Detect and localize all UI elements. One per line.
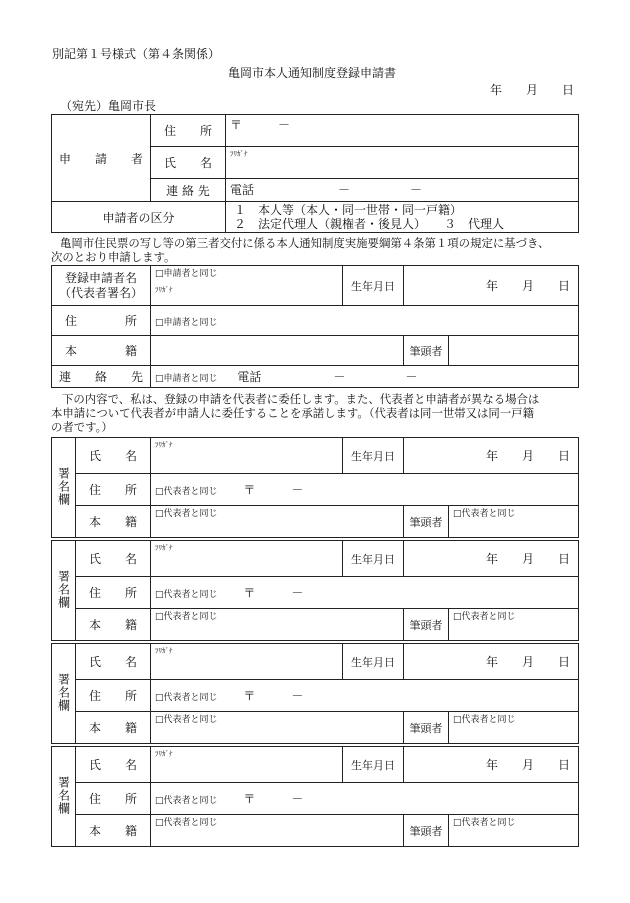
furigana-label: ﾌﾘｶﾞﾅ: [155, 750, 173, 758]
registrant-head-label: 筆頭者: [404, 336, 449, 366]
registrant-contact-field[interactable]: [151, 366, 579, 388]
signature-birth-field[interactable]: 年 月 日: [404, 644, 579, 680]
signature-block: [51, 437, 579, 538]
form-id: 別記第１号様式（第４条関係）: [52, 47, 221, 61]
postal-mark: 〒 －: [243, 585, 304, 600]
signature-side-label: [52, 541, 76, 641]
same-as-rep-checkbox[interactable]: □代表者と同じ: [453, 509, 516, 519]
signature-domicile-field[interactable]: [151, 712, 404, 744]
furigana-label: ﾌﾘｶﾞﾅ: [230, 150, 248, 158]
registrant-name-label-2: （代表者署名）: [58, 285, 143, 300]
signature-birth-field[interactable]: 年 月 日: [404, 438, 579, 474]
same-as-rep-checkbox[interactable]: □代表者と同じ: [155, 612, 218, 622]
delegation-line-3: の者です。）: [51, 420, 113, 434]
signature-birth-label: 生年月日: [343, 541, 404, 577]
signature-side-text: 署名欄: [56, 569, 71, 609]
delegation-line-2: 本申請について代表者が申請人に委任することを承諾します。（代表者は同一世帯又は同一戸籍: [51, 406, 534, 420]
applicant-address-field[interactable]: [226, 115, 579, 147]
applicant-category-label: 申請者の区分: [52, 202, 226, 233]
signature-name-field[interactable]: [151, 438, 343, 474]
signature-head-field[interactable]: [449, 609, 579, 641]
same-as-rep-checkbox[interactable]: □代表者と同じ: [453, 612, 516, 622]
signature-side-label: [52, 644, 76, 744]
category-option-1: １ 本人等（本人・同一世帯・同一戸籍）: [234, 203, 463, 217]
signature-block: [51, 643, 579, 744]
signature-head-label: 筆頭者: [404, 506, 449, 538]
signature-birth-label: 生年月日: [343, 438, 404, 474]
signature-side-text: 署名欄: [56, 672, 71, 712]
registrant-domicile-field[interactable]: [151, 336, 404, 366]
registrant-head-field[interactable]: [449, 336, 579, 366]
applicant-address-label: 住 所: [151, 115, 226, 147]
signature-domicile-field[interactable]: [151, 609, 404, 641]
signature-name-label: 氏 名: [76, 541, 151, 577]
signature-domicile-label: 本 籍: [76, 815, 151, 847]
postal-mark: 〒 －: [243, 791, 304, 806]
registrant-birth-field[interactable]: 年 月 日: [404, 266, 579, 306]
postal-mark: 〒 －: [230, 118, 291, 132]
signature-domicile-field[interactable]: [151, 506, 404, 538]
signature-side-label: [52, 747, 76, 847]
intro-line-2: 次のとおり申請します。: [51, 250, 176, 264]
applicant-contact-label: 連 絡 先: [151, 179, 226, 202]
signature-head-field[interactable]: [449, 712, 579, 744]
registrant-birth-label: 生年月日: [343, 266, 404, 306]
registrant-domicile-label: 本 籍: [52, 336, 151, 366]
postal-mark: 〒 －: [243, 688, 304, 703]
registrant-name-field[interactable]: [151, 266, 343, 306]
registrant-address-field[interactable]: [151, 306, 579, 336]
form-date[interactable]: 年 月 日: [490, 83, 575, 97]
same-as-rep-checkbox[interactable]: □代表者と同じ: [453, 818, 516, 828]
registrant-phone: 電話 － －: [237, 369, 418, 384]
signature-birth-label: 生年月日: [343, 747, 404, 783]
signature-head-label: 筆頭者: [404, 609, 449, 641]
signature-name-label: 氏 名: [76, 747, 151, 783]
signature-head-field[interactable]: [449, 815, 579, 847]
registrant-table: [51, 265, 579, 388]
signature-name-field[interactable]: [151, 541, 343, 577]
applicant-label: 申 請 者: [52, 115, 151, 202]
same-as-rep-checkbox[interactable]: □代表者と同じ: [155, 715, 218, 725]
signature-address-field[interactable]: [151, 474, 579, 506]
signature-address-label: 住 所: [76, 680, 151, 712]
furigana-label: ﾌﾘｶﾞﾅ: [155, 544, 173, 552]
same-as-applicant-checkbox[interactable]: □申請者と同じ: [155, 373, 218, 384]
delegation-line-1: 下の内容で、私は、登録の申請を代表者に委任します。また、代表者と申請者が異なる場合は: [62, 392, 540, 406]
signature-domicile-label: 本 籍: [76, 506, 151, 538]
signature-name-label: 氏 名: [76, 438, 151, 474]
same-as-rep-checkbox[interactable]: □代表者と同じ: [155, 795, 218, 806]
signature-domicile-field[interactable]: [151, 815, 404, 847]
signature-address-field[interactable]: [151, 680, 579, 712]
same-as-rep-checkbox[interactable]: □代表者と同じ: [155, 509, 218, 519]
signature-block: [51, 746, 579, 847]
signature-side-text: 署名欄: [56, 775, 71, 815]
furigana-label: ﾌﾘｶﾞﾅ: [155, 441, 173, 449]
signature-name-field[interactable]: [151, 644, 343, 680]
signature-address-label: 住 所: [76, 474, 151, 506]
postal-mark: 〒 －: [243, 482, 304, 497]
signature-birth-field[interactable]: 年 月 日: [404, 747, 579, 783]
registrant-address-label: 住 所: [52, 306, 151, 336]
signature-address-field[interactable]: [151, 783, 579, 815]
registrant-name-label: [52, 266, 151, 306]
registrant-contact-label: 連 絡 先: [52, 366, 151, 388]
applicant-category-field[interactable]: [226, 202, 579, 233]
category-option-2: ２ 法定代理人（親権者・後見人） ３ 代理人: [234, 217, 505, 231]
furigana-label: ﾌﾘｶﾞﾅ: [155, 286, 173, 294]
same-as-rep-checkbox[interactable]: □代表者と同じ: [155, 692, 218, 703]
same-as-rep-checkbox[interactable]: □代表者と同じ: [155, 589, 218, 600]
signature-birth-field[interactable]: 年 月 日: [404, 541, 579, 577]
signature-side-label: [52, 438, 76, 538]
signature-birth-label: 生年月日: [343, 644, 404, 680]
same-as-applicant-checkbox[interactable]: □申請者と同じ: [155, 317, 218, 328]
same-as-rep-checkbox[interactable]: □代表者と同じ: [453, 715, 516, 725]
signature-head-field[interactable]: [449, 506, 579, 538]
signature-address-field[interactable]: [151, 577, 579, 609]
signature-domicile-label: 本 籍: [76, 712, 151, 744]
applicant-phone: 電話 － －: [230, 183, 423, 197]
applicant-name-label: 氏 名: [151, 147, 226, 179]
signature-address-label: 住 所: [76, 783, 151, 815]
form-title: 亀岡市本人通知制度登録申請書: [228, 66, 397, 80]
signature-block: [51, 540, 579, 641]
furigana-label: ﾌﾘｶﾞﾅ: [155, 647, 173, 655]
registrant-name-label-1: 登録申請者名: [64, 270, 137, 285]
signature-name-field[interactable]: [151, 747, 343, 783]
signature-head-label: 筆頭者: [404, 815, 449, 847]
applicant-table: [51, 114, 579, 233]
addressee: （宛先）亀岡市長: [60, 99, 157, 113]
applicant-phone-field[interactable]: [226, 179, 579, 202]
applicant-name-field[interactable]: [226, 147, 579, 179]
signature-side-text: 署名欄: [56, 466, 71, 506]
signature-domicile-label: 本 籍: [76, 609, 151, 641]
same-as-applicant-checkbox[interactable]: □申請者と同じ: [155, 269, 218, 279]
same-as-rep-checkbox[interactable]: □代表者と同じ: [155, 818, 218, 828]
signature-address-label: 住 所: [76, 577, 151, 609]
signature-name-label: 氏 名: [76, 644, 151, 680]
signature-head-label: 筆頭者: [404, 712, 449, 744]
same-as-rep-checkbox[interactable]: □代表者と同じ: [155, 486, 218, 497]
intro-line-1: 亀岡市住民票の写し等の第三者交付に係る本人通知制度実施要綱第４条第１項の規定に基づき、: [60, 236, 550, 250]
